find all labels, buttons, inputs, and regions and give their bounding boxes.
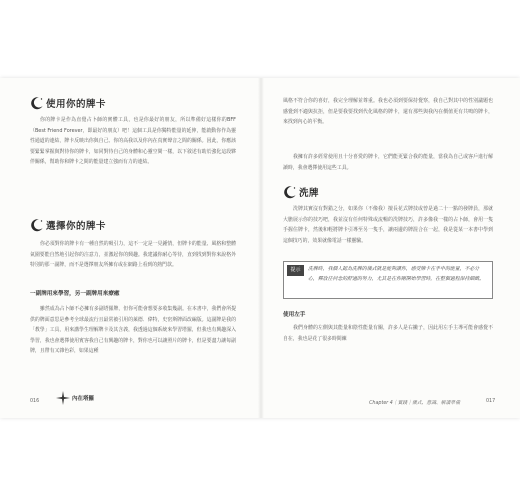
paragraph: 我擁有許多經常使用且十分喜愛的牌卡，它們能更緊合我的能量，當我為自己或客戶進行解讀時，我會選擇使用這些工具。 xyxy=(283,154,493,171)
section-heading-choose-cards xyxy=(30,218,106,232)
book-spread xyxy=(0,78,520,418)
section-heading-shuffle xyxy=(283,185,319,199)
paragraph: 洗牌其實沒有對錯之分，如果你（不像我）擅長花式牌技或曾是過二十一點的發牌員，那就大膽展示你的技巧吧，我並沒有任何特殊或流暢的洗牌技巧，許多像我一樣的占卜師，會用一隻手握住牌卡，然後和輕將牌卡引導至另一隻手，讓兩邊的牌混合在一起，我是從某一本書中學到這個技巧的，效果就像電話一樣靈驗。 xyxy=(283,206,493,244)
star-icon xyxy=(56,391,70,405)
section-title: 洗牌 xyxy=(299,188,320,199)
paragraph: 風格不符合你的喜好，我完全理解並尊重。我也必須到要保持覺察，我自己對其中的性別議題也感覺到不適與抗拒，但是要我要找到代化風格的牌卡，還有那些與我內在價值更有共鳴的牌卡，來找到內心的平衡。 xyxy=(283,98,493,126)
paragraph: 我們身體的左側與其能量和陰性能量有關，許多人是右撇子，因此用左手主導可能會感覺不自在，我也是花了很多時間練 xyxy=(283,325,493,342)
footer-logo xyxy=(56,391,94,405)
tip-text: 洗牌時，我個人認為洗牌的儀式就是能夠讓你，感受牌卡在手中的能量，不必分心，釋放任何念的舒適的努力，尤其是在你剛開始學習時，在整個過程保持細緻。 xyxy=(308,266,485,283)
footer-logo-text: 內在塔羅 xyxy=(72,396,95,402)
paragraph: 你必須對你的牌卡有一種自然的吸引力，這不一定是一見鍾情，但牌卡的能量、風格和整體氣圍要能自然地引起你的注意力，並激起你的興趣。我建議你耐心等待，直到找到對你來說格外特別的那一副牌，而不是選擇朋友所擁有或在網路上看到的熱門款。 xyxy=(30,241,236,269)
crescent-moon-icon xyxy=(283,185,297,199)
section-title: 選擇你的牌卡 xyxy=(46,221,107,232)
left-page xyxy=(0,78,260,418)
crescent-moon-icon xyxy=(30,96,44,110)
tip-box xyxy=(283,261,493,299)
crescent-moon-icon xyxy=(30,218,44,232)
right-page xyxy=(260,78,520,418)
subheading: 一副牌用來學習，另一副牌用來療癒 xyxy=(30,291,120,297)
section-heading-use-cards xyxy=(30,96,106,110)
chapter-label: Chapter 4｜實踐｜儀式、意識、解讀準備 xyxy=(369,401,460,406)
paragraph: 雖然成為占卜師不必擁有多副塔羅牌，但你可能會想要多收集幾副。在本書中，我們會所提供的牌面意思是參考全球最流行且最常被引用的萊德．偉特，史密斯牌面改編版。這副牌是我的「教學」工具，用來講學生理解牌卡及其含義，我透過這個系統來學習塔羅，但我也有興趣深入學習，我也會選擇使用賓客我自己有興趣的牌卡，對你也可以讓照片的牌卡，但是要盡力讓每副牌，且帶有又雜色彩，如果這種 xyxy=(30,306,236,355)
page-number: 016 xyxy=(30,399,40,404)
tip-label: 提示 xyxy=(287,265,304,276)
section-title: 使用你的牌卡 xyxy=(46,99,107,110)
page-number: 017 xyxy=(486,399,496,404)
subheading: 使用左手 xyxy=(283,312,306,318)
paragraph: 你的牌卡是作為直覺占卜師的實體工具，也是你最好的朋友，所以準備好這樣你的BFF（Best Friend Forever，即最好的朋友）吧！這個工具是你獨特能量的延伸，能啟動你作為靈性通道的連結，牌卡反映出你與自己、你的高我以及你內在真實聲音之間的關係。因此，你應該要緊緊掌握與對待你的牌卡，如同對待自己的身體和心靈空間一樣，以下敘述有助於強化這段夥伴關係，幫助你和牌卡之間的能量建立強而有力的連結。 xyxy=(30,117,236,166)
